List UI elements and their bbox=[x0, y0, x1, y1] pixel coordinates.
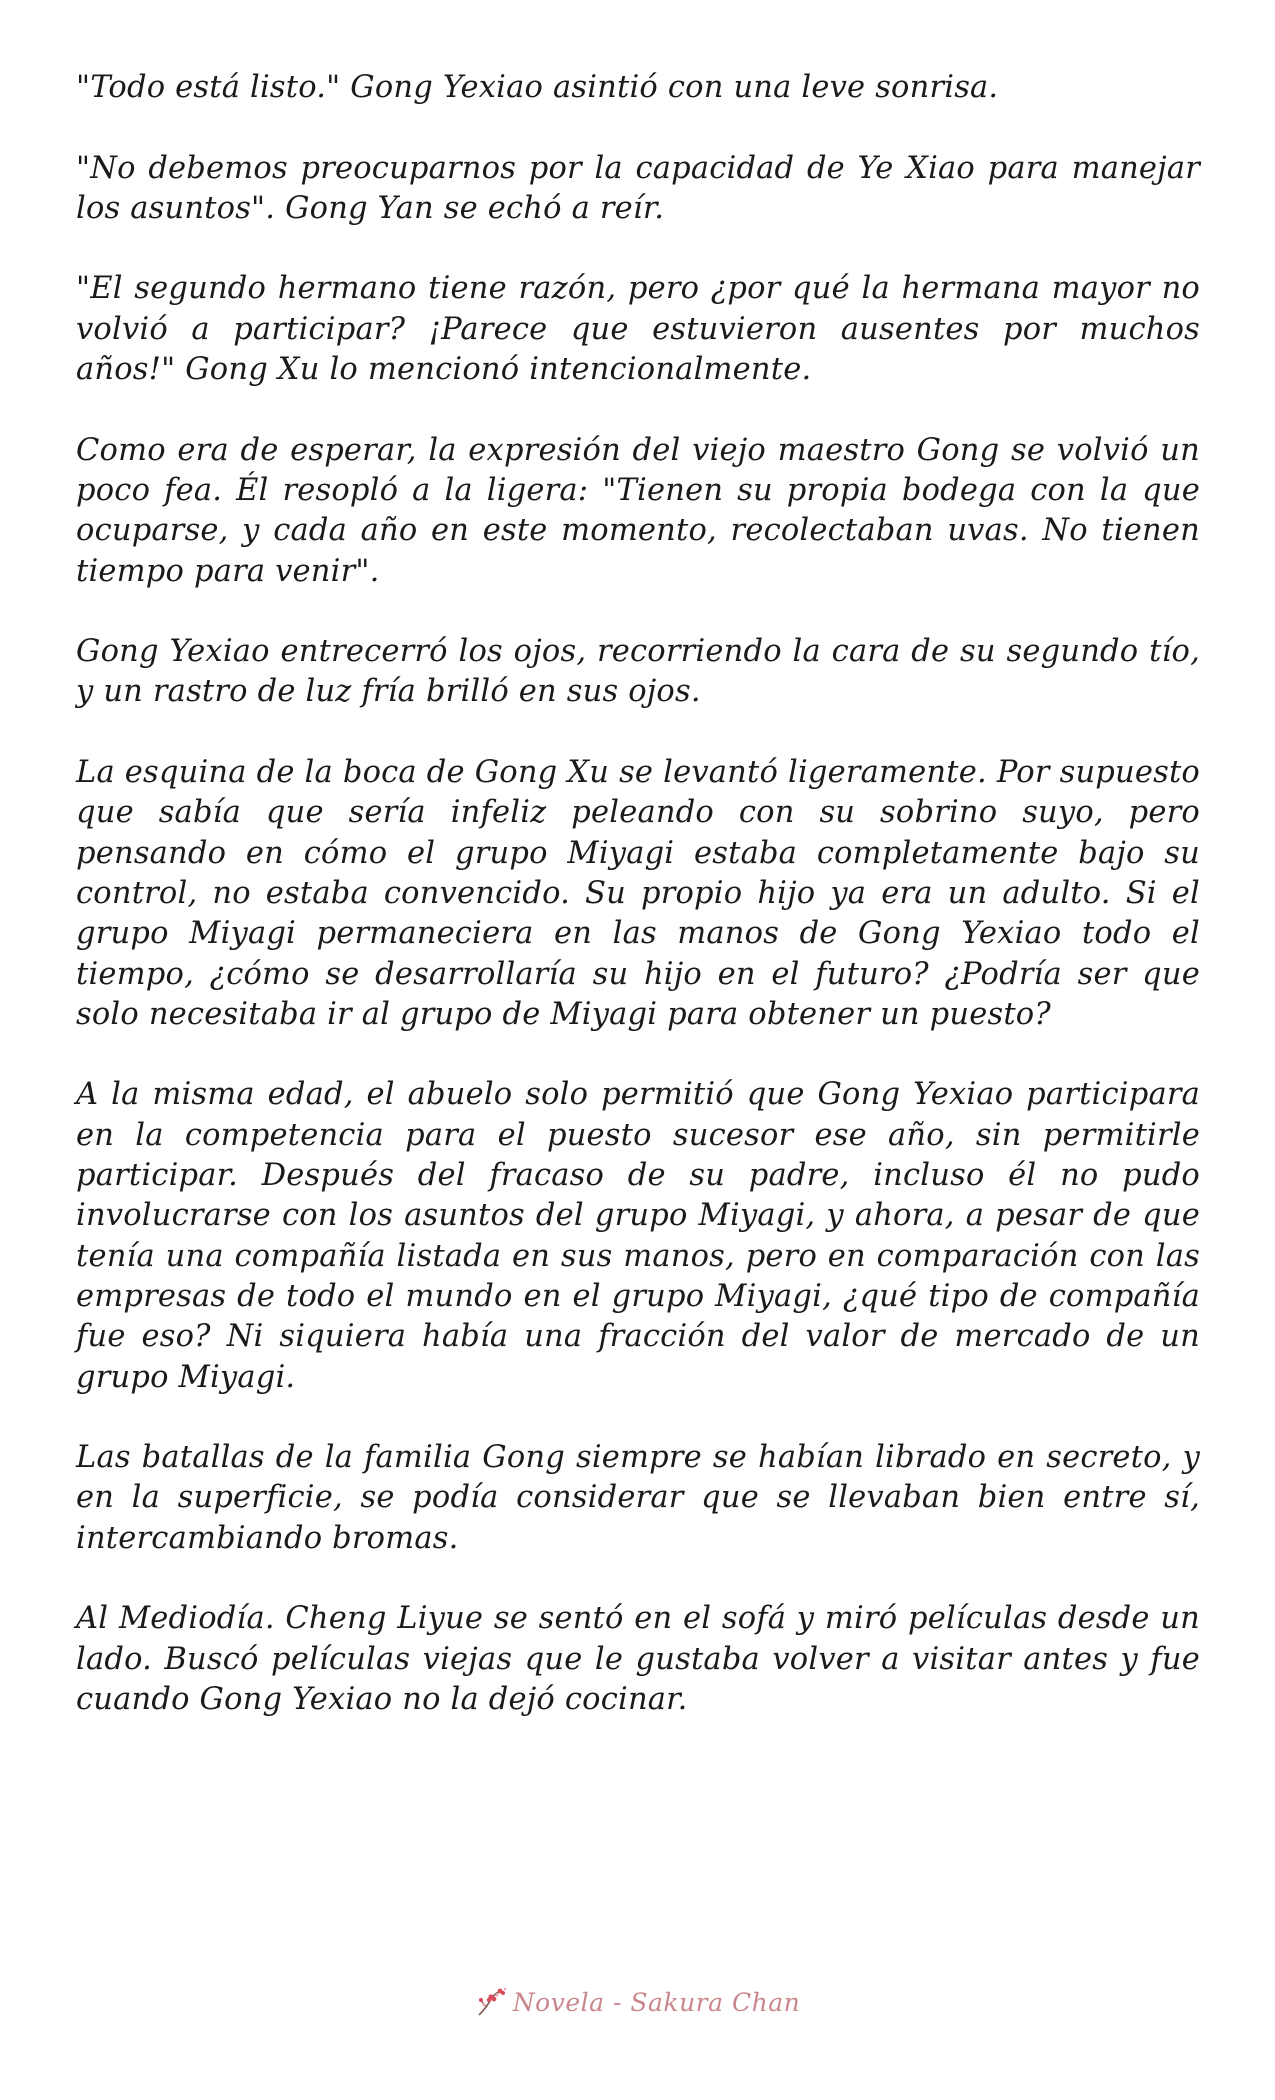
watermark-footer bbox=[0, 1985, 1275, 2019]
paragraph: A la misma edad, el abuelo solo permitió que Gong Yexiao participara en la competencia para el puesto sucesor ese año, sin permitirle participar. Después del fracaso de su padre, incluso él no pudo involucrarse con los asuntos del grupo Miyagi, y ahora, a pesar de que tenía una compañía listada en sus manos, pero en comparación con las empresas de todo el mundo en el grupo Miyagi, ¿qué tipo de compañía fue eso? Ni siquiera había una fracción del valor de mercado de un grupo Miyagi. bbox=[76, 1077, 1200, 1395]
paragraph: Como era de esperar, la expresión del viejo maestro Gong se volvió un poco fea. Él resopló a la ligera: "Tienen su propia bodega con la que ocuparse, y cada año en este momento, recolectaban uvas. No tienen tiempo para venir". bbox=[76, 432, 1200, 589]
paragraph: Gong Yexiao entrecerró los ojos, recorriendo la cara de su segundo tío, y un rastro de luz fría brilló en sus ojos. bbox=[76, 634, 1200, 710]
paragraph: "El segundo hermano tiene razón, pero ¿por qué la hermana mayor no volvió a participar? ¡Parece que estuvieron ausentes por muchos años!" Gong Xu lo mencionó intencionalmente. bbox=[76, 271, 1200, 388]
sakura-blossom-icon bbox=[475, 1985, 509, 2019]
watermark-text: Novela - Sakura Chan bbox=[512, 1987, 801, 2017]
paragraph: "No debemos preocuparnos por la capacidad de Ye Xiao para manejar los asuntos". Gong Yan se echó a reír. bbox=[76, 150, 1200, 226]
document-body bbox=[76, 68, 1200, 1760]
paragraph: Las batallas de la familia Gong siempre se habían librado en secreto, y en la superficie, se podía considerar que se llevaban bien entre sí, intercambiando bromas. bbox=[76, 1440, 1200, 1556]
paragraph: Al Mediodía. Cheng Liyue se sentó en el sofá y miró películas desde un lado. Buscó películas viejas que le gustaba volver a visitar antes y fue cuando Gong Yexiao no la dejó cocinar. bbox=[76, 1601, 1200, 1717]
paragraph: La esquina de la boca de Gong Xu se levantó ligeramente. Por supuesto que sabía que sería infeliz peleando con su sobrino suyo, pero pensando en cómo el grupo Miyagi estaba completamente bajo su control, no estaba convencido. Su propio hijo ya era un adulto. Si el grupo Miyagi permaneciera en las manos de Gong Yexiao todo el tiempo, ¿cómo se desarrollaría su hijo en el futuro? ¿Podría ser que solo necesitaba ir al grupo de Miyagi para obtener un puesto? bbox=[76, 755, 1200, 1032]
paragraph: "Todo está listo." Gong Yexiao asintió con una leve sonrisa. bbox=[76, 70, 999, 105]
